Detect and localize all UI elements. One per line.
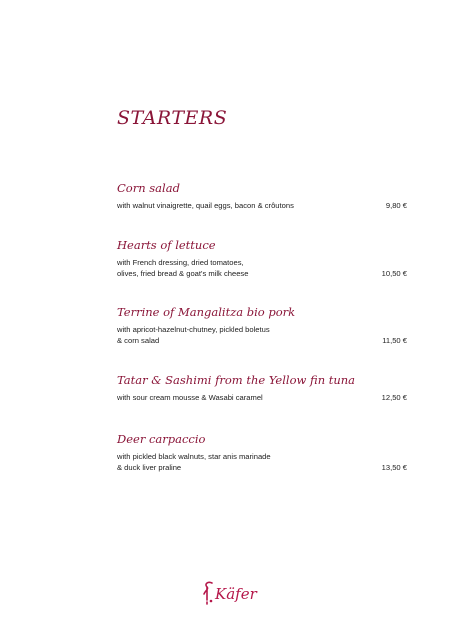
item-name: Deer carpaccio: [117, 432, 206, 446]
item-description: [117, 325, 270, 346]
item-name: Tatar & Sashimi from the Yellow fin tuna: [117, 373, 356, 387]
item-description-line: with walnut vinaigrette, quail eggs, bacon & crôutons: [117, 201, 294, 210]
item-description-line: with pickled black walnuts, star anis marinade: [117, 452, 271, 461]
item-price: 11,50 €: [382, 335, 407, 345]
item-name: Hearts of lettuce: [117, 238, 216, 252]
item-row: [117, 452, 407, 473]
item-row: [117, 393, 407, 404]
item-description: [117, 258, 248, 279]
logo-wordmark: Käfer: [215, 585, 257, 603]
item-row: [117, 201, 407, 212]
menu-item: [117, 238, 407, 279]
item-description: [117, 393, 263, 404]
menu-item: [117, 305, 407, 346]
menu-item: [117, 181, 407, 212]
item-row: [117, 258, 407, 279]
menu-item: [117, 432, 407, 473]
item-price: 10,50 €: [381, 268, 407, 278]
item-name: Terrine of Mangalitza bio pork: [117, 305, 296, 319]
item-description-line: & duck liver praline: [117, 462, 182, 472]
item-description-line: with apricot-hazelnut-chutney, pickled boletus: [117, 325, 270, 334]
item-description-line: & corn salad: [117, 335, 160, 345]
menu-item: [117, 373, 407, 404]
item-row: [117, 325, 407, 346]
section-title: STARTERS: [117, 107, 228, 129]
item-price: 12,50 €: [381, 393, 407, 402]
kaefer-logo: [200, 578, 260, 608]
item-description: [117, 452, 271, 473]
item-price: 9,80 €: [385, 201, 407, 210]
item-description-line: with French dressing, dried tomatoes,: [117, 258, 244, 267]
item-description-line: olives, fried bread & goat's milk cheese: [117, 268, 249, 278]
item-price: 13,50 €: [381, 462, 407, 472]
item-name: Corn salad: [117, 181, 180, 195]
item-description-line: with sour cream mousse & Wasabi caramel: [117, 393, 263, 402]
item-description: [117, 201, 294, 212]
